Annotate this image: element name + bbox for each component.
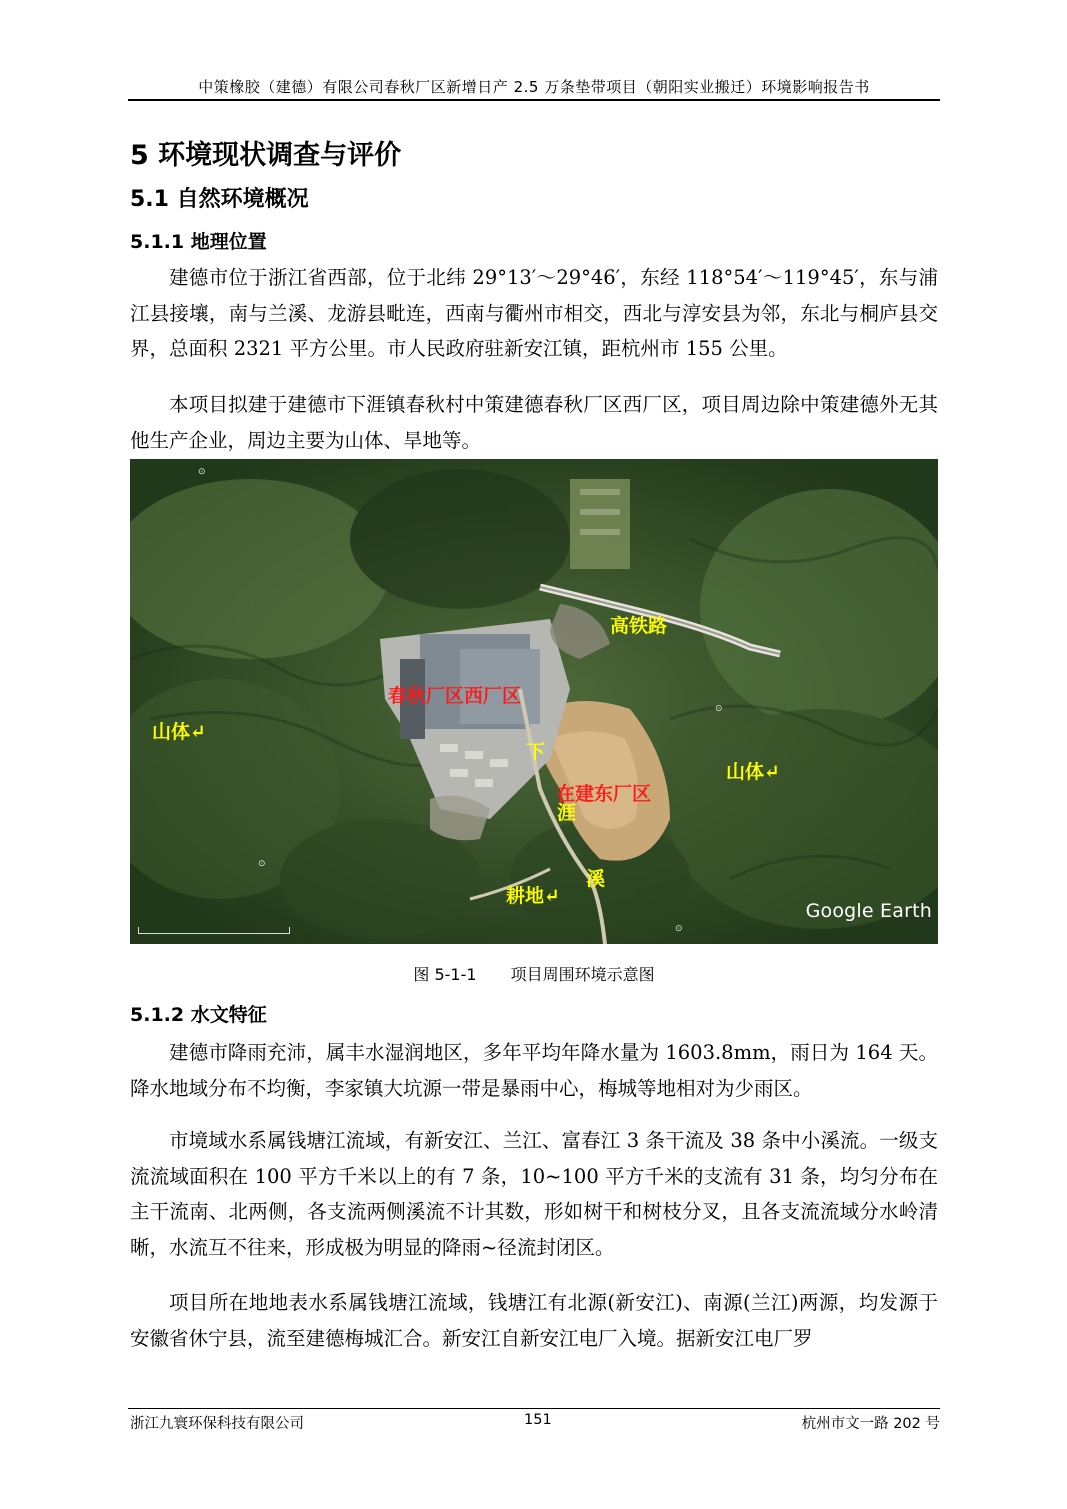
map-label-stream-char2: 涯 [557,802,577,824]
running-header: 中策橡胶（建德）有限公司春秋厂区新增日产 2.5 万条垫带项目（朝阳实业搬迁）环境影响报告书 [198,78,870,96]
google-earth-watermark: Google Earth [805,900,932,922]
map-label-east-plant: 在建东厂区 [556,783,652,805]
map-label-mountain-left: 山体↵ [152,721,206,743]
paragraph-location-1: 建德市位于浙江省西部，位于北纬 29°13′～29°46′，东经 118°54′～119°45′，东与浦江县接壤，南与兰溪、龙游县毗连，西南与衢州市相交，西北与淳安县为邻，东北与桐庐县交界，总面积 2321 平方公里。市人民政府驻新安江镇，距杭州市 155 公里。 [130,266,938,360]
chapter-heading: 5 环境现状调查与评价 [130,140,402,171]
map-label-stream-char3: 溪 [586,868,606,890]
footer-rule [128,1408,940,1409]
subsection-heading-hydrology: 5.1.2 水文特征 [130,1004,267,1026]
satellite-map [130,459,938,944]
map-place-label: ⊙ [258,859,266,869]
map-place-label: ⊙ [675,924,683,934]
map-label-mountain-right: 山体↵ [726,761,780,783]
map-place-label: ⊙ [715,704,723,714]
map-label-farmland: 耕地↵ [506,885,560,907]
figure-title: 项目周围环境示意图 [510,965,655,984]
figure-number: 图 5-1-1 [413,965,477,984]
satellite-imagery [130,459,938,944]
header-rule [128,99,940,101]
footer-company: 浙江九寰环保科技有限公司 [130,1416,304,1432]
paragraph-hydro-3: 项目所在地地表水系属钱塘江流域，钱塘江有北源(新安江)、南源(兰江)两源，均发源于安徽省休宁县，流至建德梅城汇合。新安江自新安江电厂入境。据新安江电厂罗 [130,1291,938,1350]
section-heading: 5.1 自然环境概况 [130,187,309,212]
map-label-railway: 高铁路 [610,615,668,637]
figure-caption [130,962,938,985]
paragraph-hydro-1: 建德市降雨充沛，属丰水湿润地区，多年平均年降水量为 1603.8mm，雨日为 164 天。降水地域分布不均衡，李家镇大坑源一带是暴雨中心，梅城等地相对为少雨区。 [130,1041,938,1100]
map-label-stream-char1: 下 [526,741,546,763]
page-number: 151 [524,1412,552,1428]
subsection-heading-location: 5.1.1 地理位置 [130,231,267,253]
footer-address: 杭州市文一路 202 号 [801,1416,940,1432]
paragraph-hydro-2: 市境域水系属钱塘江流域，有新安江、兰江、富春江 3 条干流及 38 条中小溪流。一级支流流域面积在 100 平方千米以上的有 7 条，10~100 平方千米的支流有 31 条，均匀分布在主干流南、北两侧，各支流两侧溪流不计其数，形如树干和树枝分叉，且各支流流域分水岭清晰，水流互不往来，形成极为明显的降雨~径流封闭区。 [130,1129,938,1259]
paragraph-location-2: 本项目拟建于建德市下涯镇春秋村中策建德春秋厂区西厂区，项目周边除中策建德外无其他生产企业，周边主要为山体、旱地等。 [130,393,938,452]
map-label-west-plant: 春秋厂区西厂区 [388,685,522,707]
map-scale-bar [138,927,290,934]
map-place-label: ⊙ [198,467,206,477]
